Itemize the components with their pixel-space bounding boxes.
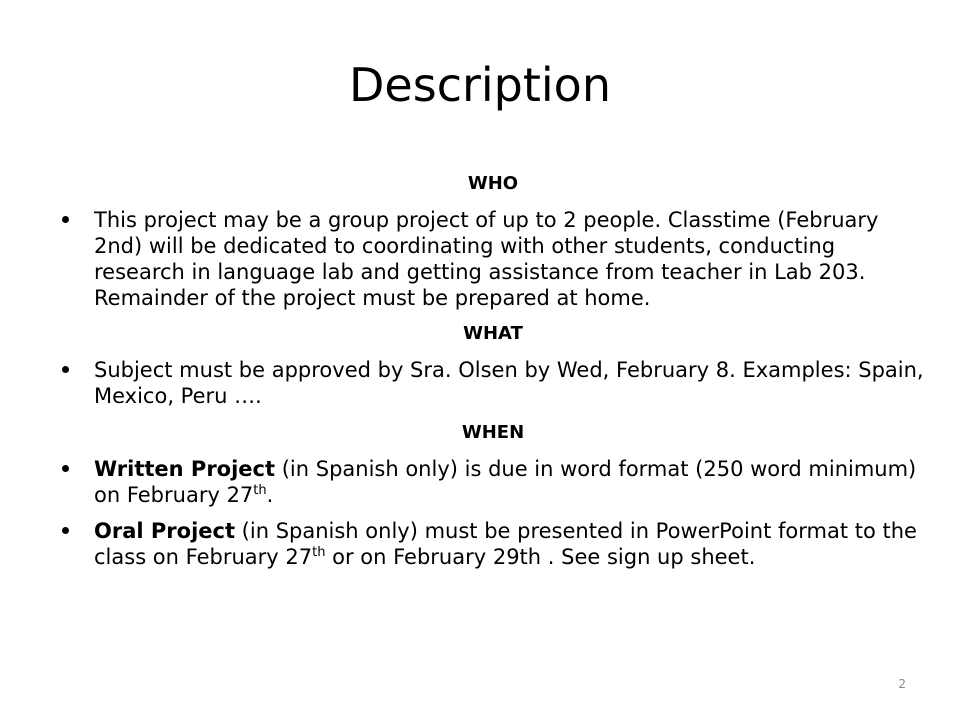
section-heading-what: WHAT bbox=[463, 322, 523, 344]
bullet-dot-icon bbox=[62, 366, 69, 373]
slide-title: Description bbox=[349, 58, 611, 112]
written-project-text-end: . bbox=[266, 483, 274, 508]
bullet-who bbox=[62, 207, 924, 311]
bullet-oral-project bbox=[62, 518, 924, 570]
bullet-dot-icon bbox=[62, 527, 69, 534]
oral-project-label: Oral Project bbox=[94, 519, 235, 544]
oral-project-text: (in Spanish only) must be presented in PowerPoint format to the class on February 27 bbox=[94, 519, 917, 570]
bullet-who-text: This project may be a group project of up to 2 people. Classtime (February 2nd) will be dedicated to coordinating with other students, conducting research in language lab and getting assistance from teacher in Lab 203. Remainder of the project must be prepared at home. bbox=[94, 208, 879, 311]
slide-body bbox=[62, 172, 924, 570]
oral-project-superscript: th bbox=[312, 545, 326, 561]
bullet-dot-icon bbox=[62, 465, 69, 472]
written-project-label: Written Project bbox=[94, 457, 276, 482]
written-project-text: (in Spanish only) is due in word format (250 word minimum) on February 27 bbox=[94, 457, 917, 508]
bullet-written-project bbox=[62, 456, 924, 508]
page-number: 2 bbox=[898, 677, 906, 691]
section-heading-who: WHO bbox=[467, 173, 519, 194]
oral-project-text-end: or on February 29th . See sign up sheet. bbox=[325, 545, 756, 570]
bullet-what bbox=[62, 357, 924, 409]
bullet-what-text: Subject must be approved by Sra. Olsen by Wed, February 8. Examples: Spain, Mexico, Peru …. bbox=[94, 357, 924, 408]
section-heading-when: WHEN bbox=[461, 421, 525, 443]
bullet-dot-icon bbox=[62, 216, 69, 223]
written-project-superscript: th bbox=[253, 483, 267, 499]
